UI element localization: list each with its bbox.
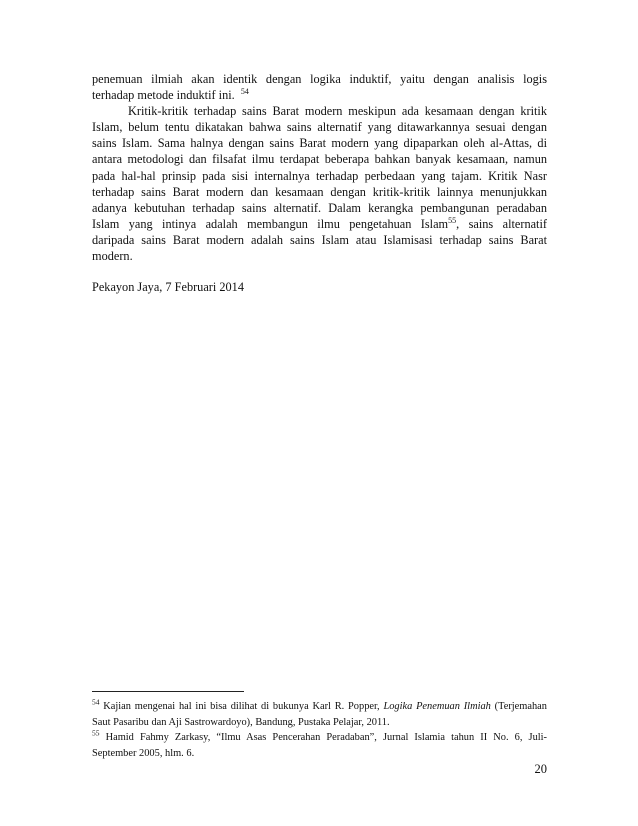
footnote-54-text: Kajian mengenai hal ini bisa dilihat di bukunya Karl R. Popper, bbox=[103, 701, 384, 712]
paragraph-2-line bbox=[92, 216, 547, 232]
footnotes bbox=[92, 699, 547, 761]
paragraph-2-last-line: modern. bbox=[92, 249, 133, 264]
paragraph-2-line: sains Islam. Sama halnya dengan sains Barat modern yang dipaparkan oleh al-Attas, di bbox=[92, 136, 547, 151]
footnote-55-text: Hamid Fahmy Zarkasy, “Ilmu Asas Pencerahan Peradaban”, Jurnal Islamia tahun II No. 6, Juli- bbox=[105, 732, 547, 743]
footnote-54-line1 bbox=[92, 699, 547, 715]
footnote-55-line1 bbox=[92, 730, 547, 746]
paragraph-2-line: Islam, belum tentu dikatakan bahwa sains alternatif yang ditawarkannya sesuai dengan bbox=[92, 120, 547, 135]
footnote-54-text-tail: (Terjemahan bbox=[490, 701, 547, 712]
paragraph-1-line: penemuan ilmiah akan identik dengan logika induktif, yaitu dengan analisis logis bbox=[92, 72, 547, 86]
place-date-signature: Pekayon Jaya, 7 Februari 2014 bbox=[92, 280, 244, 294]
paragraph-2-line: antara metodologi dan filsafat ilmu terdapat beberapa bahkan banyak kesamaan, namun bbox=[92, 152, 547, 167]
paragraph-2-line: daripada sains Barat modern adalah sains Islam atau Islamisasi terhadap sains Barat bbox=[92, 232, 547, 247]
paragraph-2-line: adanya kebutuhan terhadap sains alternatif. Dalam kerangka pembangunan peradaban bbox=[92, 200, 547, 215]
paragraph-2-line: Kritik-kritik terhadap sains Barat modern meskipun ada kesamaan dengan kritik bbox=[128, 104, 547, 119]
footnote-54-line2: Saut Pasaribu dan Aji Sastrowardoyo), Bandung, Pustaka Pelajar, 2011. bbox=[92, 716, 390, 728]
paragraph-1-last-line bbox=[92, 87, 547, 103]
footnote-ref-54: 54 bbox=[240, 87, 249, 96]
paragraph-2-line: terhadap sains Barat modern dan kesamaan dengan kritik-kritik lainnya menunjukkan bbox=[92, 184, 547, 199]
page-number: 20 bbox=[534, 762, 547, 776]
footnote-ref-55: 55 bbox=[448, 215, 457, 225]
paragraph-2-line8-tail: , sains alternatif bbox=[456, 216, 547, 231]
paragraph-1-last-text: terhadap metode induktif ini. bbox=[92, 88, 235, 103]
paragraph-2-line: pada hal-hal prinsip pada sisi internalnya terhadap perbedaan yang tajam. Kritik Nasr bbox=[92, 168, 547, 183]
footnote-55-line2: September 2005, hlm. 6. bbox=[92, 747, 195, 759]
body-text bbox=[92, 71, 547, 264]
footnote-number: 54 bbox=[92, 697, 100, 707]
footnote-separator bbox=[92, 691, 244, 692]
footnote-number: 55 bbox=[92, 728, 100, 738]
paragraph-2-line8-text: Islam yang intinya adalah membangun ilmu pengetahuan Islam bbox=[92, 216, 449, 231]
footnote-54-book-title: Logika Penemuan Ilmiah bbox=[383, 701, 491, 712]
